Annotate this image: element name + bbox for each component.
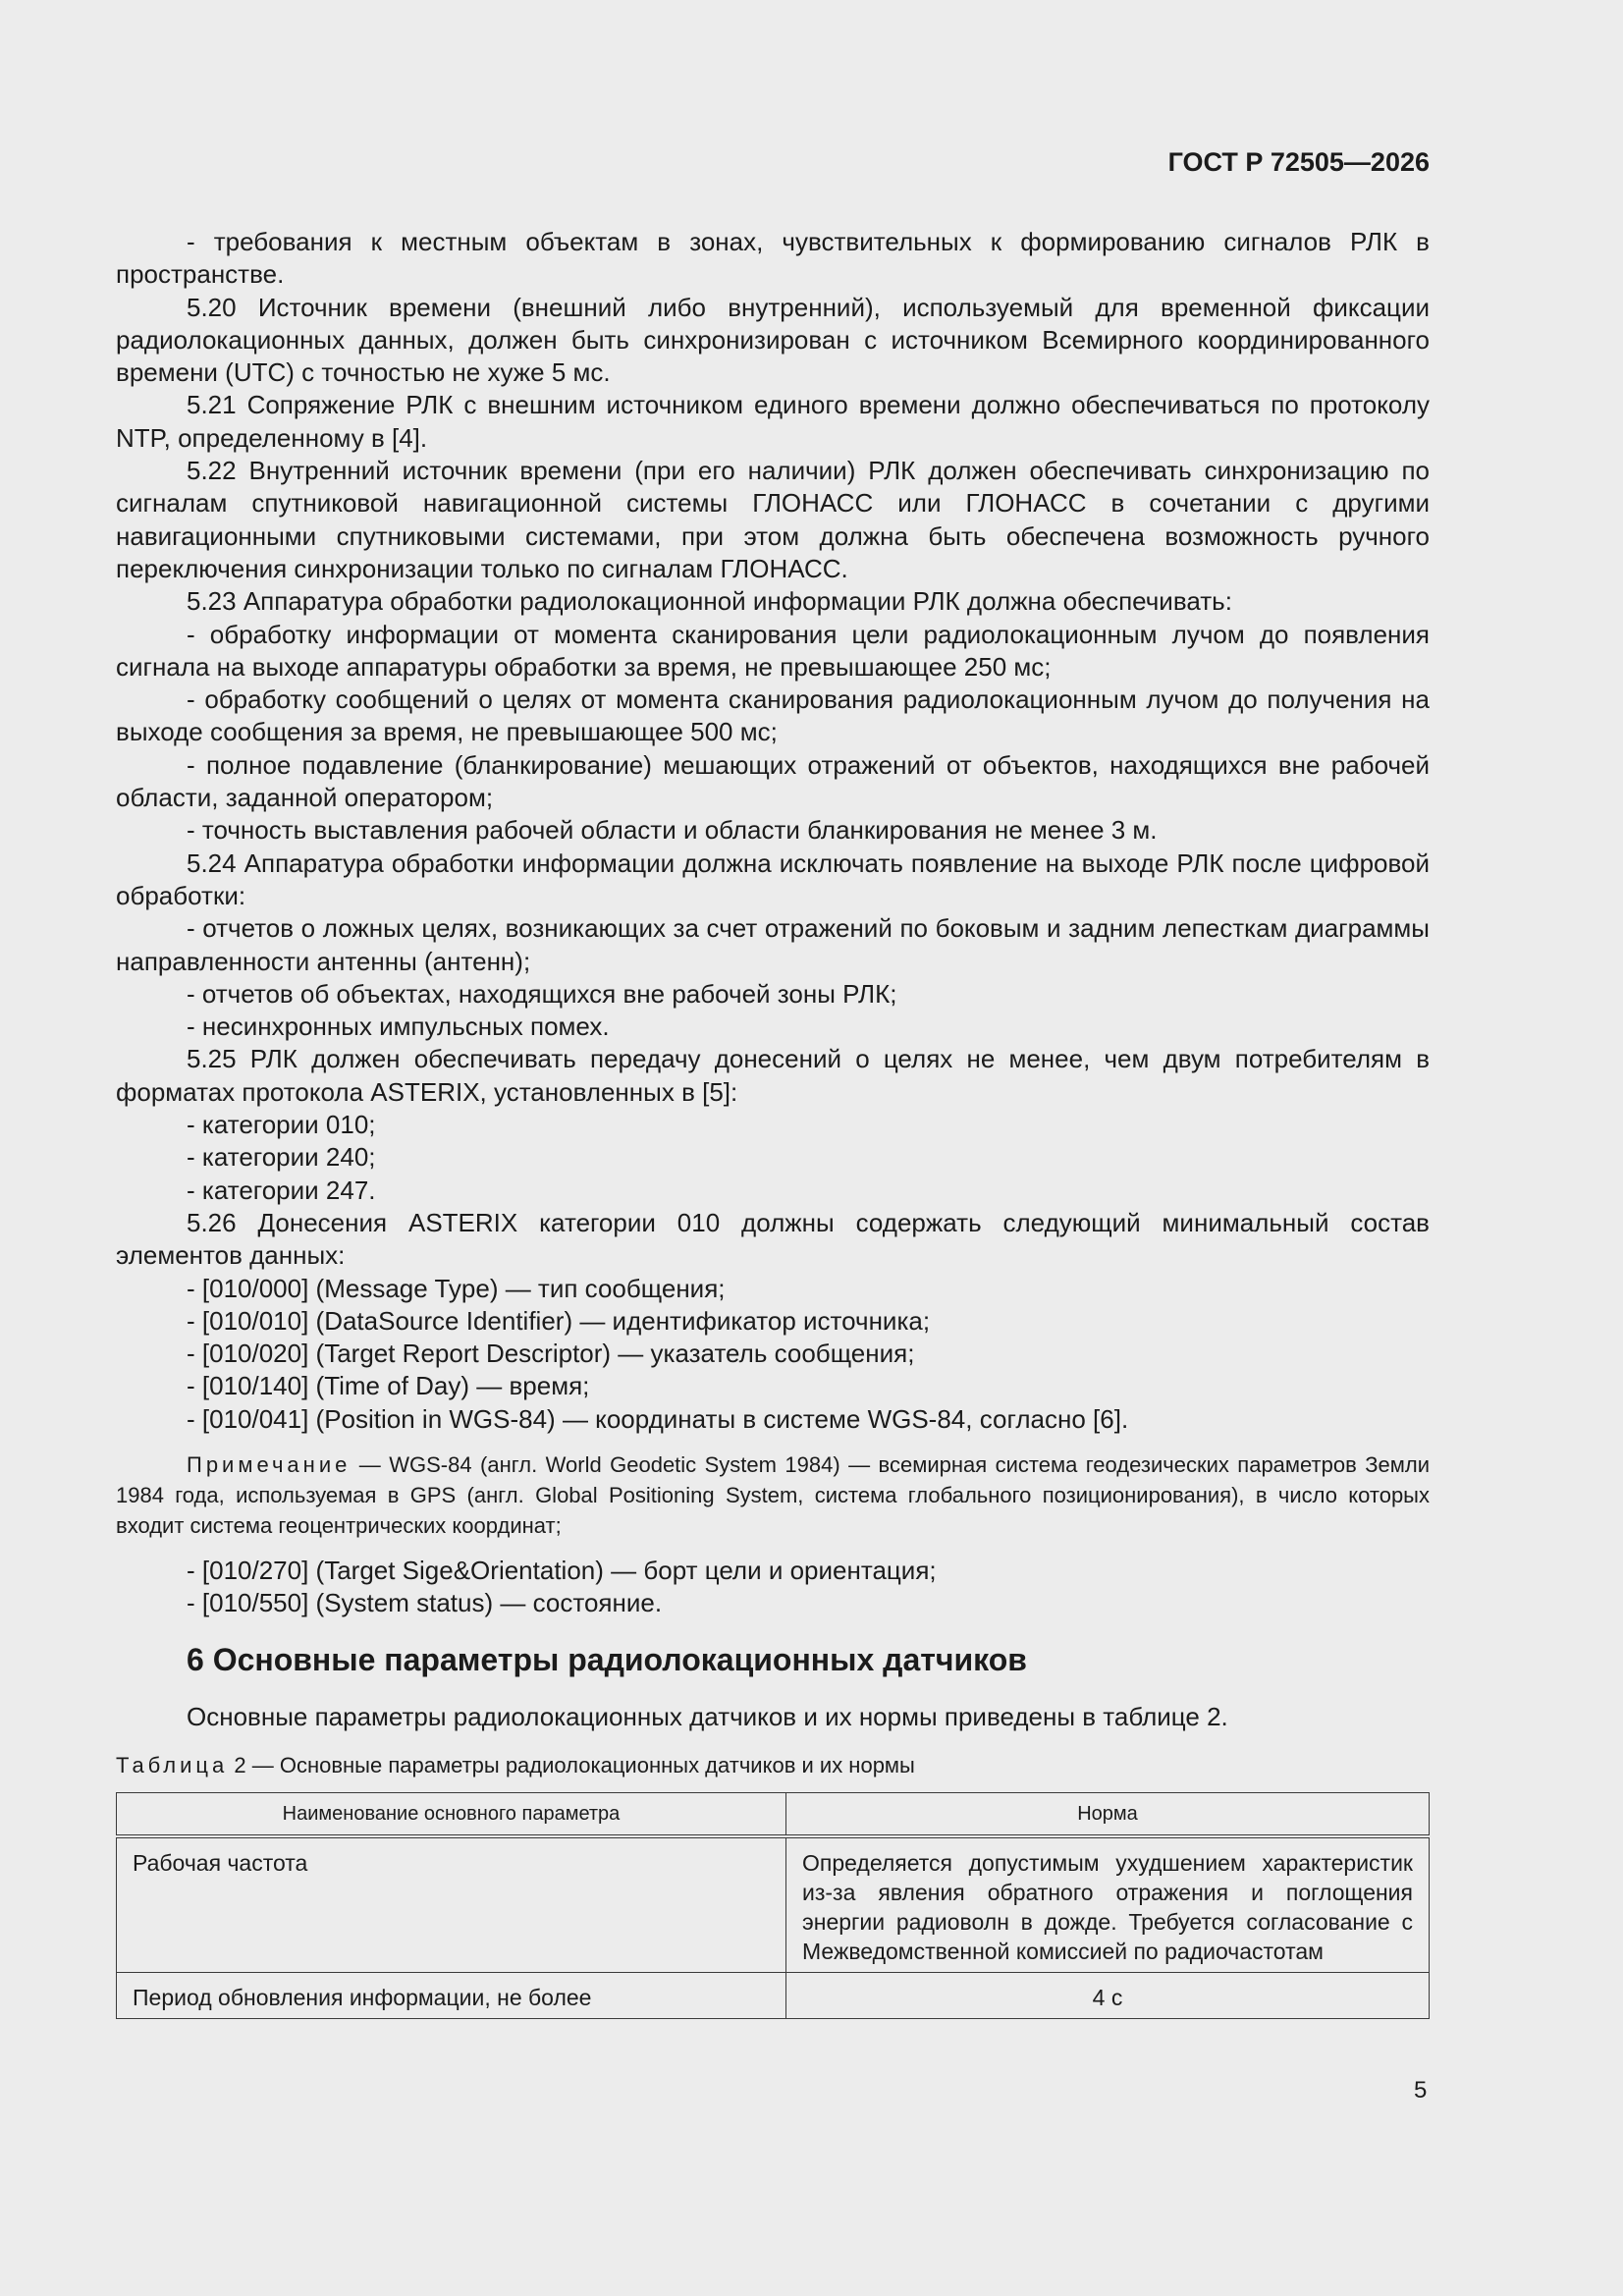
list-item: - обработку сообщений о целях от момента сканирования радиолокационным лучом до получения на выходе сообщения за время, не превышающее 500 мс; <box>116 684 1430 747</box>
note-text: — WGS-84 (англ. World Geodetic System 1984) — всемирная система геодезических параметров Земли 1984 года, используемая в GPS (англ. Global Positioning System, система глобального позиционирования), в число которых входит система геоцентрических координат; <box>116 1451 1430 1538</box>
table-caption-text: 2 — Основные параметры радиолокационных датчиков и их нормы <box>228 1753 915 1777</box>
paragraph: 5.23 Аппаратура обработки радиолокационной информации РЛК должна обеспечивать: <box>187 586 1232 617</box>
table-row <box>117 1836 1430 1973</box>
list-item: - отчетов о ложных целях, возникающих за счет отражений по боковым и задним лепесткам диаграммы направленности антенны (антенн); <box>116 913 1430 976</box>
paragraph: - требования к местным объектам в зонах, чувствительных к формированию сигналов РЛК в пространстве. <box>116 227 1430 290</box>
table-header-norm: Норма <box>786 1793 1430 1837</box>
paragraph: 5.24 Аппаратура обработки информации должна исключать появление на выходе РЛК после цифровой обработки: <box>116 847 1430 910</box>
document-code: ГОСТ Р 72505—2026 <box>1167 147 1430 177</box>
list-item: - несинхронных импульсных помех. <box>187 1011 610 1042</box>
note <box>116 1449 1430 1541</box>
paragraph: 5.21 Сопряжение РЛК с внешним источником единого времени должно обеспечиваться по протоколу NTP, определенному в [4]. <box>116 390 1430 453</box>
table-cell: 4 с <box>786 1973 1430 2019</box>
list-item: - категории 240; <box>187 1142 376 1173</box>
list-item: - категории 247. <box>187 1175 376 1205</box>
parameters-table <box>116 1792 1430 2019</box>
table-header-parameter: Наименование основного параметра <box>117 1793 786 1837</box>
table-cell: Определяется допустимым ухудшением характеристик из-за явления обратного отражения и поглощения энергии радиоволн в дожде. Требуется согласование с Межведомственной комиссией по радиочастотам <box>786 1836 1430 1973</box>
section-intro: Основные параметры радиолокационных датчиков и их нормы приведены в таблице 2. <box>187 1702 1228 1731</box>
list-item: - обработку информации от момента сканирования цели радиолокационным лучом до появления сигнала на выходе аппаратуры обработки за время, не превышающее 250 мс; <box>116 619 1430 682</box>
table-header-row <box>117 1793 1430 1837</box>
paragraph: 5.22 Внутренний источник времени (при его наличии) РЛК должен обеспечивать синхронизацию по сигналам спутниковой навигационной системы ГЛОНАСС или ГЛОНАСС в сочетании с другими навигационными спутниковыми системами, при этом должна быть обеспечена возможность ручного переключения синхронизации только по сигналам ГЛОНАСС. <box>116 456 1430 583</box>
list-item: - [010/140] (Time of Day) — время; <box>187 1371 590 1401</box>
table-cell: Период обновления информации, не более <box>117 1973 786 2019</box>
list-item: - [010/010] (DataSource Identifier) — идентификатор источника; <box>187 1305 931 1336</box>
document-body <box>116 226 1430 1620</box>
paragraph: 5.25 РЛК должен обеспечивать передачу донесений о целях не менее, чем двум потребителям в форматах протокола ASTERIX, установленных в [5]: <box>116 1044 1430 1107</box>
list-item: - [010/020] (Target Report Descriptor) — указатель сообщения; <box>187 1339 915 1369</box>
list-item: - [010/550] (System status) — состояние. <box>187 1588 663 1618</box>
paragraph: 5.20 Источник времени (внешний либо внутренний), используемый для временной фиксации радиолокационных данных, должен быть синхронизирован с источником Всемирного координированного времени (UTC) с точностью не хуже 5 мс. <box>116 292 1430 388</box>
list-item: - точность выставления рабочей области и области бланкирования не менее 3 м. <box>187 815 1158 846</box>
table-caption-label: Таблица <box>116 1753 229 1777</box>
list-item: - полное подавление (бланкирование) мешающих отражений от объектов, находящихся вне рабочей области, заданной оператором; <box>116 749 1430 813</box>
list-item: - [010/000] (Message Type) — тип сообщения; <box>187 1273 726 1303</box>
list-item: - отчетов об объектах, находящихся вне рабочей зоны РЛК; <box>187 978 897 1009</box>
table-row <box>117 1973 1430 2019</box>
note-label: Примечание <box>187 1451 352 1477</box>
table-caption <box>116 1753 915 1778</box>
list-item: - категории 010; <box>187 1110 376 1140</box>
page-number: 5 <box>1414 2077 1428 2104</box>
section-title: 6 Основные параметры радиолокационных датчиков <box>187 1642 1027 1677</box>
list-item: - [010/270] (Target Sige&Orientation) — борт цели и ориентация; <box>187 1555 937 1585</box>
table-cell: Рабочая частота <box>117 1836 786 1973</box>
list-item: - [010/041] (Position in WGS-84) — координаты в системе WGS-84, согласно [6]. <box>187 1403 1129 1434</box>
paragraph: 5.26 Донесения ASTERIX категории 010 должны содержать следующий минимальный состав элементов данных: <box>116 1207 1430 1271</box>
